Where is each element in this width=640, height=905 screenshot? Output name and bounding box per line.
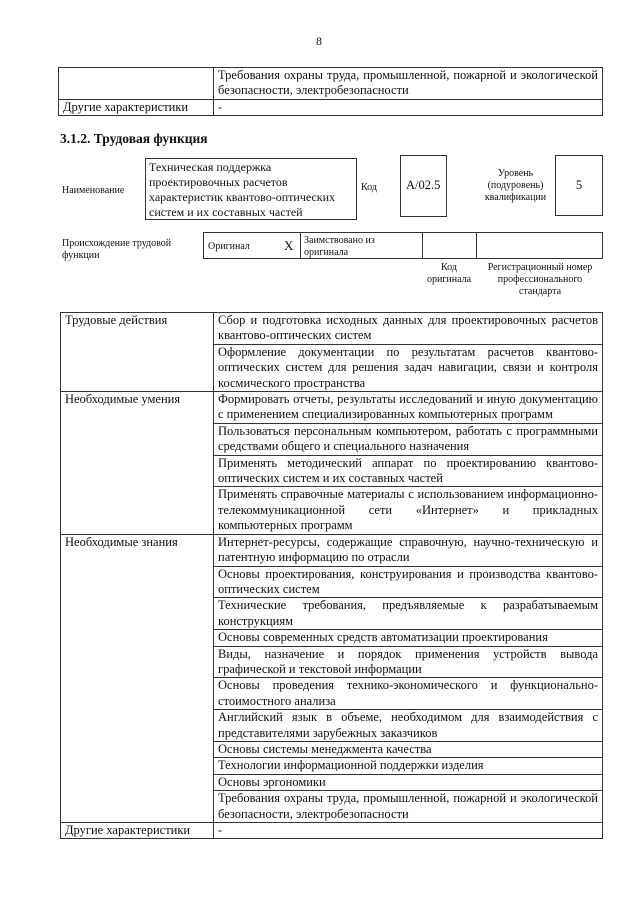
section-item: Сбор и подготовка исходных данных для проектировочных расчетов квантово-оптических систем [214,313,603,345]
code-value: A/02.5 [406,178,441,192]
section-label: Необходимые знания [61,534,214,822]
table-row [61,534,603,566]
level-label: Уровень (подуровень) квалификации [484,168,547,203]
row-label: Другие характеристики [59,99,214,115]
table-row [59,99,603,115]
section-item: Оформление документации по результатам расчетов квантово-оптических систем для решения задач навигации, связи и контроля космического пространства [214,344,603,391]
section-item: Интернет-ресурсы, содержащие справочную, научно-техническую и патентную информацию по отрасли [214,534,603,566]
origin-code-cell [422,232,477,259]
section-item: Пользоваться персональным компьютером, работать с программными средствами общего и специального назначения [214,423,603,455]
section-label: Необходимые умения [61,392,214,535]
name-value-box [145,158,357,220]
section-label: Трудовые действия [61,313,214,392]
section-item: Виды, назначение и порядок применения устройств вывода графической и текстовой информации [214,646,603,678]
origin-original-mark: X [284,238,294,253]
level-value: 5 [575,178,583,192]
table-row [61,392,603,424]
section-item: Основы проведения технико-экономического и функционально-стоимостного анализа [214,678,603,710]
name-label: Наименование [62,185,125,196]
level-value-box [555,155,603,216]
code-value-box [400,155,447,217]
code-label: Код [361,182,377,193]
page-number: 8 [316,34,322,48]
section-item: Технические требования, предъявляемые к разрабатываемым конструкциям [214,598,603,630]
section-item: Формировать отчеты, результаты исследований и иную документацию с применением специализированных компьютерных программ [214,392,603,424]
section-item: Применять методический аппарат по проектированию квантово-оптических систем и их составных частей [214,455,603,487]
origin-label: Происхождение трудовой функции [62,238,172,261]
table-row [61,313,603,345]
origin-reg-cell [476,232,603,259]
origin-borrowed: Заимствовано из оригинала [304,235,375,258]
section-item: Основы эргономики [214,774,603,790]
section-item: Основы системы менеджмента качества [214,741,603,757]
top-table [58,67,603,116]
origin-code-caption: Код оригинала [426,262,472,285]
row-text: Требования охраны труда, промышленной, пожарной и экологической безопасности, электробезопасности [214,68,603,100]
row-text: - [214,99,603,115]
section-item: Технологии информационной поддержки изделия [214,758,603,774]
main-table [60,312,603,839]
origin-borrowed-cell [300,232,423,259]
section-item: - [214,823,603,839]
origin-original-cell [203,232,301,259]
section-item: Основы проектирования, конструирования и производства квантово-оптических систем [214,566,603,598]
table-row [61,823,603,839]
section-title: 3.1.2. Трудовая функция [60,131,208,146]
origin-original: Оригинал [208,241,250,252]
name-value: Техническая поддержка проектировочных расчетов характеристик квантово-оптических систем и их составных частей [149,160,336,219]
section-item: Английский язык в объеме, необходимом для взаимодействия с представителями зарубежных заказчиков [214,710,603,742]
section-item: Применять справочные материалы с использованием информационно-телекоммуникационной сети «Интернет» и прикладных компьютерных программ [214,487,603,534]
section-item: Требования охраны труда, промышленной, пожарной и экологической безопасности, электробезопасности [214,791,603,823]
section-item: Основы современных средств автоматизации проектирования [214,630,603,646]
section-label: Другие характеристики [61,823,214,839]
origin-reg-caption: Регистрационный номер профессионального стандарта [487,262,593,297]
table-row [59,68,603,100]
row-label [59,68,214,100]
